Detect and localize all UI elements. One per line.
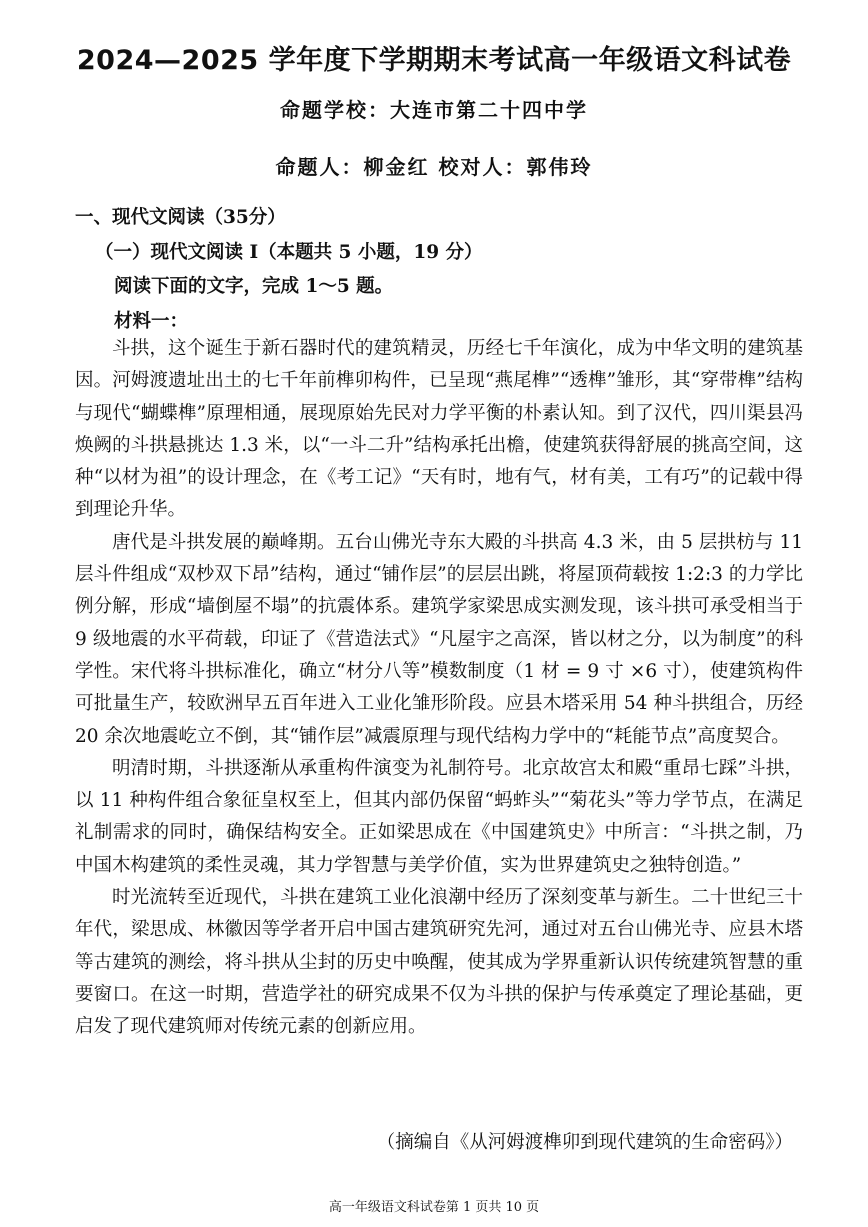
passage-source: （摘编自《从河姆渡榫卯到现代建筑的生命密码》） <box>376 1132 793 1153</box>
passage-paragraph: 时光流转至近现代，斗拱在建筑工业化浪潮中经历了深刻变革与新生。二十世纪三十年代，梁思成、林徽因等学者开启中国古建筑研究先河，通过对五台山佛光寺、应县木塔等古建筑的测绘，将斗拱从尘封的历史中唤醒，使其成为学界重新认识传统建筑智慧的重要窗口。在这一时期，营造学社的研究成果不仅为斗拱的保护与传承奠定了理论基础，更启发了现代建筑师对传统元素的创新应用。 <box>75 887 803 1038</box>
page-footer: 高一年级语文科试卷第 1 页共 10 页 <box>328 1200 540 1215</box>
section-heading: 一、现代文阅读（35分） <box>75 207 286 228</box>
reading-instruction: 阅读下面的文字，完成 1～5 题。 <box>114 276 394 297</box>
passage-paragraph: 斗拱，这个诞生于新石器时代的建筑精灵，历经七千年演化，成为中华文明的建筑基因。河姆渡遗址出土的七千年前榫卯构件，已呈现“燕尾榫”“透榫”雏形，其“穿带榫”结构与现代“蝴蝶榫”原理相通，展现原始先民对力学平衡的朴素认知。到了汉代，四川渠县冯焕阙的斗拱悬挑达 1.3 米，以“一斗二升”结构承托出檐，使建筑获得舒展的挑高空间，这种“以材为祖”的设计理念，在《考工记》“天有时，地有气，材有美，工有巧”的记载中得到理论升华。 <box>75 338 803 521</box>
exam-title: 2024—2025 学年度下学期期末考试高一年级语文科试卷 <box>76 45 792 76</box>
setting-school: 命题学校：大连市第二十四中学 <box>280 98 588 122</box>
passage-paragraph: 明清时期，斗拱逐渐从承重构件演变为礼制符号。北京故宫太和殿“重昂七踩”斗拱，以 11 种构件组合象征皇权至上，但其内部仍保留“蚂蚱头”“菊花头”等力学节点，在满足礼制需求的同时，确保结构安全。正如梁思成在《中国建筑史》中所言：“斗拱之制，乃中国木构建筑的柔性灵魂，其力学智慧与美学价值，实为世界建筑史之独特创造。” <box>75 757 803 876</box>
setters-line: 命题人：柳金红 校对人：郭伟玲 <box>275 155 593 179</box>
passage-paragraph: 唐代是斗拱发展的巅峰期。五台山佛光寺东大殿的斗拱高 4.3 米，由 5 层拱枋与 11 层斗件组成“双杪双下昂”结构，通过“铺作层”的层层出跳，将屋顶荷载按 1:2:3 的力学比例分解，形成“墙倒屋不塌”的抗震体系。建筑学家梁思成实测发现，该斗拱可承受相当于 9 级地震的水平荷载，印证了《营造法式》“凡屋宇之高深，皆以材之分，以为制度”的科学性。宋代将斗拱标准化，确立“材分八等”模数制度（1 材 = 9 寸 ×6 寸），使建筑构件可批量生产，较欧洲早五百年进入工业化雏形阶段。应县木塔采用 54 种斗拱组合，历经 20 余次地震屹立不倒，其“铺作层”减震原理与现代结构力学中的“耗能节点”高度契合。 <box>75 531 803 747</box>
material-label: 材料一： <box>114 311 189 332</box>
reading-passage <box>75 333 803 1044</box>
subsection-heading: （一）现代文阅读 I（本题共 5 小题，19 分） <box>95 242 483 263</box>
